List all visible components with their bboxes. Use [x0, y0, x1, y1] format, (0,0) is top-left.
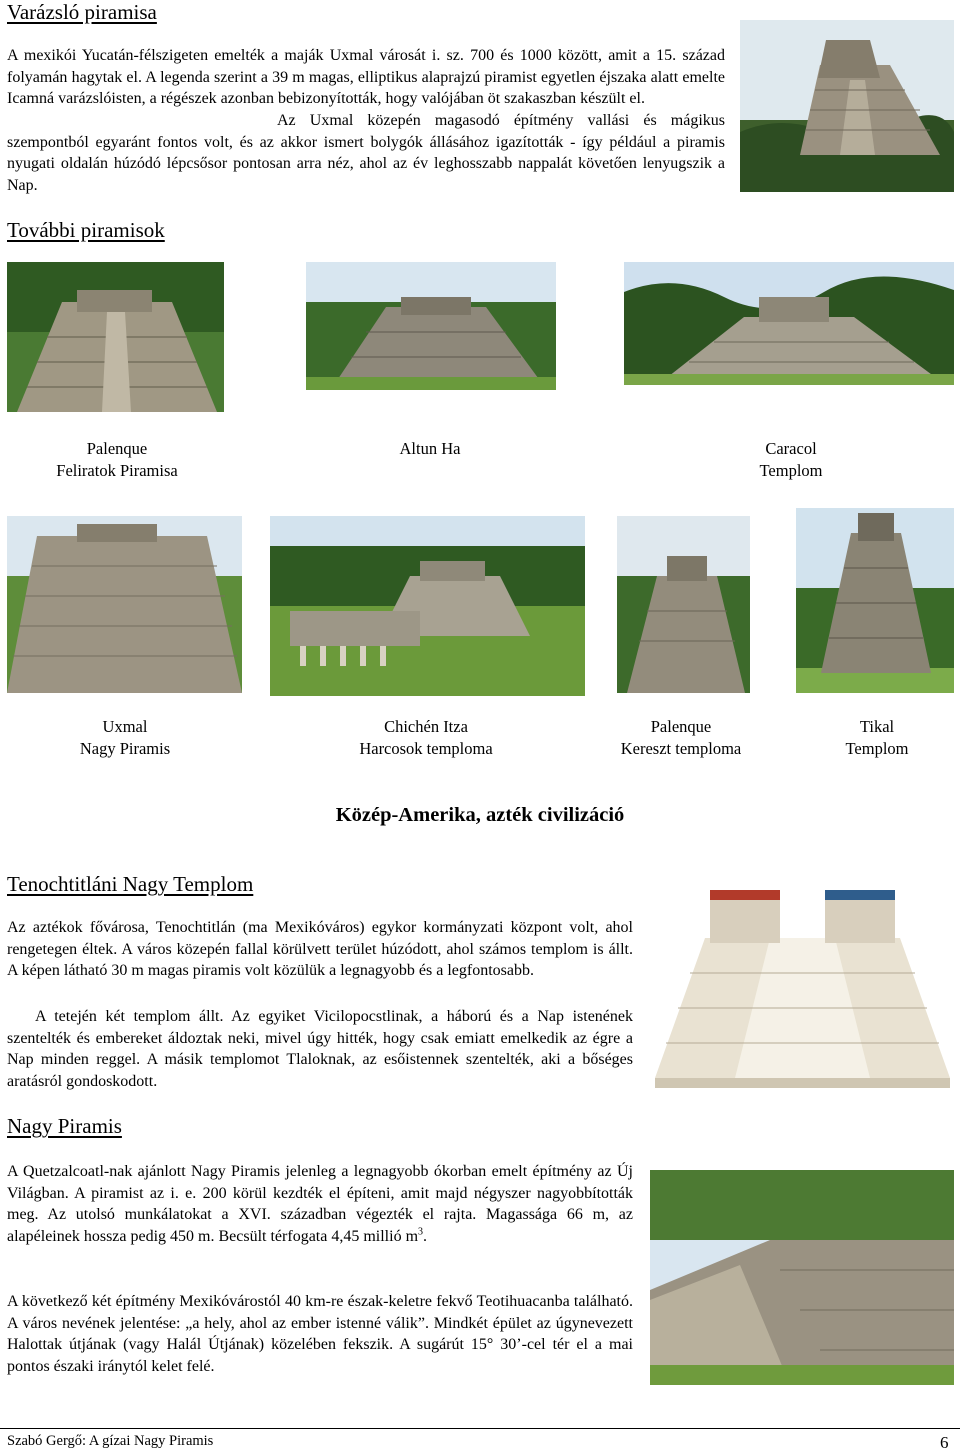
caption-uxmal [25, 716, 225, 760]
photo-palenque-cross [617, 516, 750, 693]
caption-line: Palenque [86, 439, 148, 458]
footer-text: Szabó Gergő: A gízai Nagy Piramis [7, 1433, 214, 1449]
varazslo-text-b: Az Uxmal közepén magasodó építmény vallási és mágikus szempontból egyaránt fontos volt, és az akkor ismert bolygók állásához igazították - így például a piramis nyugati oldalán húzódó lépcsősor pontosan arra néz, ahol az év leghosszabb nappalát követően lenyugszik a Nap. [7, 112, 725, 194]
para1-text: A Quetzalcoatl-nak ajánlott Nagy Piramis jelenleg a legnagyobb ókorban emelt építmény az Új Világban. A piramist az i. e. 200 körül kezdték el építeni, amit majd négyszer nagyobbították meg. Az utolsó munkálatokat a XVI. században végezték el rajta. Magassága 66 m, az alapéleinek hossza pedig 450 m. Becsült térfogata 4,45 millió m [7, 1163, 633, 1245]
illustration-templo-mayor [650, 878, 955, 1096]
photo-palenque-inscriptions [7, 262, 224, 412]
varazslo-text-a: A mexikói Yucatán-félszigeten emelték a maják Uxmal városát i. sz. 700 és 1000 között, amit a 15. század folyamán hagytak el. A legenda szerint a 39 m magas, elliptikus alaprajzú piramist egyetlen éjszaka alatt emelte Icamná varázslóisten, a régészek azonban bebizonyították, hogy valójában öt szakaszban készült el. [7, 47, 725, 108]
caption-altun-ha [330, 438, 530, 460]
heading-nagy-piramis: Nagy Piramis [7, 1114, 122, 1138]
caption-palenque-kereszt [581, 716, 781, 760]
tenochtitlan-para1: Az aztékok fővárosa, Tenochtitlán (ma Mexikóváros) egykor kormányzati központ volt, ahol rengetegen éltek. A város közepén fallal körülvett terület húzódott, ahol számos templom is állt. A képen látható 30 m magas piramis volt közülük a legnagyobb és a legfontosabb. [7, 919, 633, 980]
caption-line: Templom [759, 461, 823, 480]
caption-line: Templom [845, 739, 909, 758]
caption-chichen-itza [326, 716, 526, 760]
heading-varazslo: Varázsló piramisa [7, 0, 157, 24]
caption-line: Harcosok temploma [359, 739, 493, 758]
para1-end: . [423, 1227, 428, 1245]
caption-line: Uxmal [102, 717, 148, 736]
caption-line: Palenque [650, 717, 712, 736]
photo-altun-ha [306, 262, 556, 390]
tenochtitlan-para2: A tetején két templom állt. Az egyiket Vicilopocstlinak, a háború és a Nap istenének szentelték és embereket áldoztak neki, mivel úgy hitték, hogy csak emiatt emelkedik az égre a Nap minden reggel. A másik templomot Tlaloknak, az esőistennek szentelték, aki a bőséges aratásról gondoskodott. [7, 1008, 633, 1090]
photo-caracol [624, 262, 954, 385]
footer-rule [0, 1428, 960, 1429]
photo-tikal [796, 508, 954, 693]
caption-line: Tikal [859, 717, 895, 736]
heading-tovabbi: További piramisok [7, 218, 165, 242]
caption-palenque-feliratok [17, 438, 217, 482]
nagy-piramis-para2: A következő két építmény Mexikóvárostól 40 km-re észak-keletre fekvő Teotihuacanba található. A város nevének jelentése: „a hely, ahol az ember istenné válik”. Mindkét épület az úgynevezett Halottak útjának (vagy Halál Útjának) közelében fekszik. A sugárút 15° 30’-cel tér el a mai pontos északi iránytól kelet felé. [7, 1293, 633, 1375]
heading-tenochtitlan: Tenochtitláni Nagy Templom [7, 872, 254, 896]
photo-chichen-itza [270, 516, 585, 696]
caption-line: Altun Ha [399, 439, 461, 458]
photo-uxmal-magician [740, 20, 954, 192]
caption-line: Feliratok Piramisa [56, 461, 178, 480]
caption-line: Kereszt temploma [620, 739, 742, 758]
page-number: 6 [940, 1433, 949, 1452]
caption-tikal [777, 716, 960, 760]
nagy-piramis-para1 [7, 1161, 633, 1247]
caption-caracol [691, 438, 891, 482]
caption-line: Chichén Itza [384, 717, 468, 736]
caption-line: Caracol [765, 439, 817, 458]
photo-cholula-pyramid [650, 1170, 954, 1385]
section-title-kozep-amerika: Közép-Amerika, azték civilizáció [335, 804, 625, 826]
photo-uxmal-great-pyramid [7, 516, 242, 693]
superscript-3: 3 [418, 1226, 424, 1238]
caption-line: Nagy Piramis [79, 739, 171, 758]
